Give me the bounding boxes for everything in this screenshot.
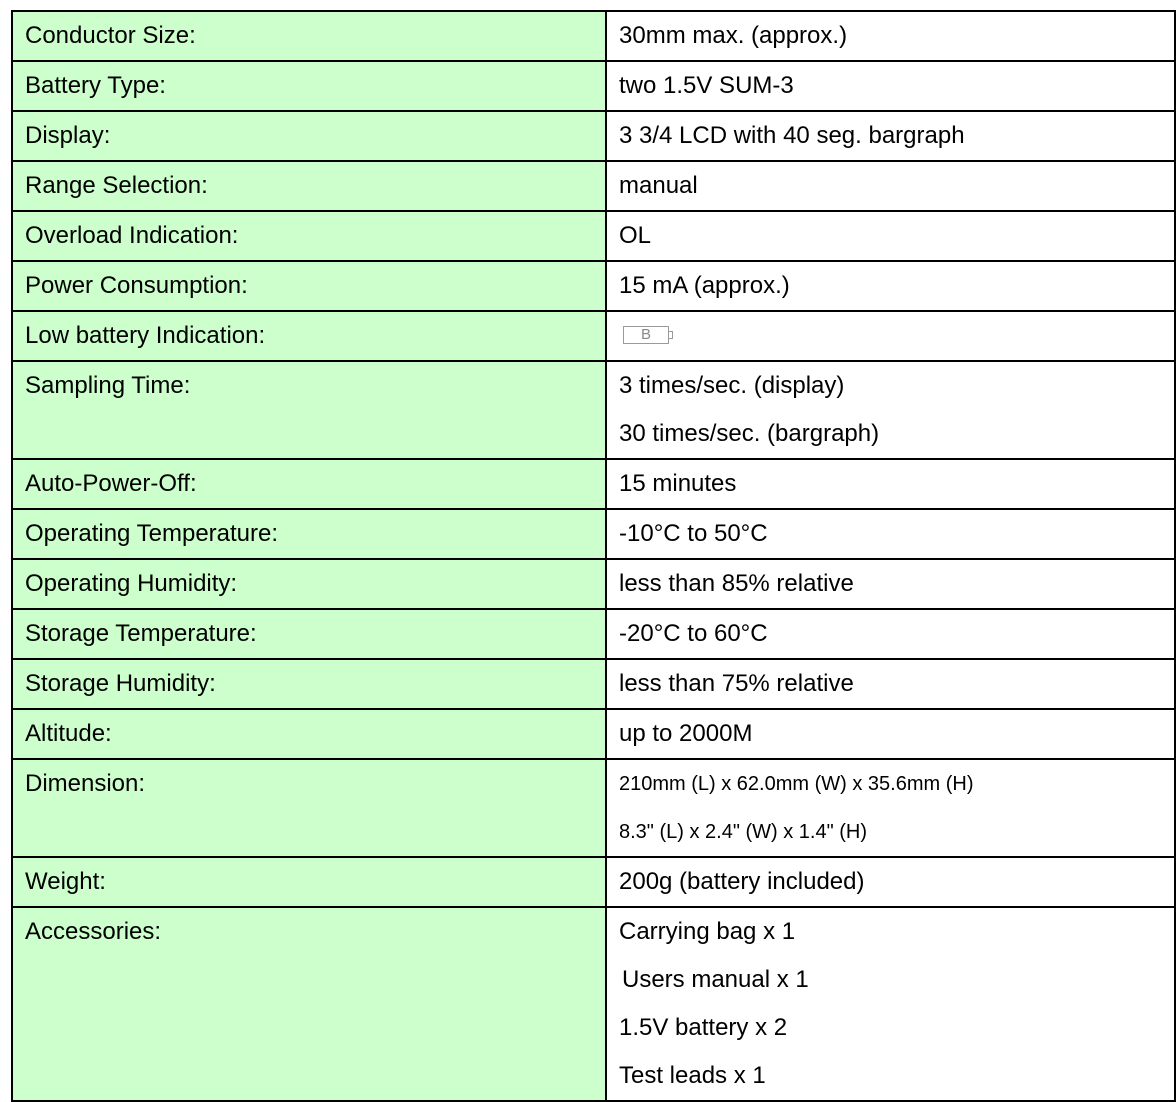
- spec-label-cell: [12, 11, 606, 61]
- spec-label-cell: [12, 459, 606, 509]
- spec-value-cell: [606, 609, 1175, 659]
- spec-row-power-consumption: [12, 261, 1175, 311]
- spec-value-cell: [606, 759, 1175, 857]
- low-battery-icon: [623, 326, 669, 344]
- specifications-table: [11, 10, 1176, 1102]
- spec-value: Test leads x 1: [619, 1062, 766, 1089]
- spec-value-cell: [606, 559, 1175, 609]
- spec-label-cell: [12, 261, 606, 311]
- spec-value-cell: [606, 459, 1175, 509]
- spec-label-cell: [12, 609, 606, 659]
- spec-value: -20°C to 60°C: [619, 620, 768, 647]
- spec-label-cell: [12, 311, 606, 361]
- spec-value-cell: [606, 709, 1175, 759]
- spec-label: Weight:: [25, 868, 106, 895]
- spec-row-altitude: [12, 709, 1175, 759]
- spec-value: two 1.5V SUM-3: [619, 72, 794, 99]
- spec-label: Accessories:: [25, 918, 162, 945]
- spec-value-cell: [606, 61, 1175, 111]
- spec-value: 15 minutes: [619, 470, 737, 497]
- spec-label: Conductor Size:: [25, 22, 196, 49]
- spec-value: OL: [619, 222, 652, 249]
- spec-row-low-battery-indication: [12, 311, 1175, 361]
- spec-value: [607, 312, 1174, 360]
- spec-label-cell: [12, 857, 606, 907]
- spec-row-range-selection: [12, 161, 1175, 211]
- spec-value: manual: [619, 172, 698, 199]
- spec-label-cell: [12, 161, 606, 211]
- spec-row-auto-power-off: [12, 459, 1175, 509]
- spec-value: less than 85% relative: [619, 570, 854, 597]
- spec-label-cell: [12, 361, 606, 459]
- spec-label: Power Consumption:: [25, 272, 248, 299]
- spec-row-accessories: [12, 907, 1175, 1101]
- spec-value: Users manual x 1: [622, 966, 809, 993]
- spec-label: Low battery Indication:: [25, 322, 266, 349]
- spec-row-dimension: [12, 759, 1175, 857]
- spec-value-cell: [606, 509, 1175, 559]
- spec-row-battery-type: [12, 61, 1175, 111]
- spec-label: Display:: [25, 122, 111, 149]
- low-battery-icon-letter: B: [640, 326, 651, 344]
- spec-value: 210mm (L) x 62.0mm (W) x 35.6mm (H): [619, 773, 974, 795]
- spec-value: less than 75% relative: [619, 670, 854, 697]
- spec-value-cell: [606, 11, 1175, 61]
- spec-value: -10°C to 50°C: [619, 520, 768, 547]
- spec-label-cell: [12, 111, 606, 161]
- spec-row-conductor-size: [12, 11, 1175, 61]
- spec-value: 15 mA (approx.): [619, 272, 790, 299]
- spec-label: Operating Temperature:: [25, 520, 279, 547]
- spec-value: 1.5V battery x 2: [619, 1014, 788, 1041]
- spec-label-cell: [12, 659, 606, 709]
- spec-value: 30 times/sec. (bargraph): [619, 420, 880, 447]
- spec-value: Carrying bag x 1: [619, 918, 796, 945]
- spec-value-cell: [606, 907, 1175, 1101]
- spec-label: Storage Temperature:: [25, 620, 257, 647]
- spec-row-overload-indication: [12, 211, 1175, 261]
- spec-value-cell: [606, 111, 1175, 161]
- spec-label-cell: [12, 211, 606, 261]
- spec-value: 3 3/4 LCD with 40 seg. bargraph: [619, 122, 965, 149]
- spec-value-cell: [606, 211, 1175, 261]
- spec-value-cell: [606, 261, 1175, 311]
- spec-value: 30mm max. (approx.): [619, 22, 848, 49]
- spec-row-operating-humidity: [12, 559, 1175, 609]
- spec-label: Operating Humidity:: [25, 570, 238, 597]
- spec-row-display: [12, 111, 1175, 161]
- spec-label: Storage Humidity:: [25, 670, 216, 697]
- spec-row-storage-humidity: [12, 659, 1175, 709]
- spec-value-cell: [606, 659, 1175, 709]
- spec-value-cell: [606, 857, 1175, 907]
- spec-row-sampling-time: [12, 361, 1175, 459]
- spec-label: Overload Indication:: [25, 222, 239, 249]
- spec-label: Range Selection:: [25, 172, 208, 199]
- spec-value: up to 2000M: [619, 720, 753, 747]
- spec-label-cell: [12, 559, 606, 609]
- spec-label-cell: [12, 907, 606, 1101]
- spec-label: Sampling Time:: [25, 372, 191, 399]
- spec-value-cell: [606, 311, 1175, 361]
- spec-value: 200g (battery included): [619, 868, 865, 895]
- spec-label: Auto-Power-Off:: [25, 470, 197, 497]
- spec-label-cell: [12, 759, 606, 857]
- spec-label-cell: [12, 709, 606, 759]
- spec-value: 3 times/sec. (display): [619, 372, 845, 399]
- spec-label: Battery Type:: [25, 72, 166, 99]
- spec-row-weight: [12, 857, 1175, 907]
- spec-row-operating-temperature: [12, 509, 1175, 559]
- spec-label-cell: [12, 509, 606, 559]
- spec-label: Dimension:: [25, 770, 146, 797]
- spec-label: Altitude:: [25, 720, 112, 747]
- spec-row-storage-temperature: [12, 609, 1175, 659]
- spec-value-cell: [606, 361, 1175, 459]
- spec-value-cell: [606, 161, 1175, 211]
- spec-label-cell: [12, 61, 606, 111]
- spec-value: 8.3" (L) x 2.4" (W) x 1.4" (H): [619, 821, 868, 843]
